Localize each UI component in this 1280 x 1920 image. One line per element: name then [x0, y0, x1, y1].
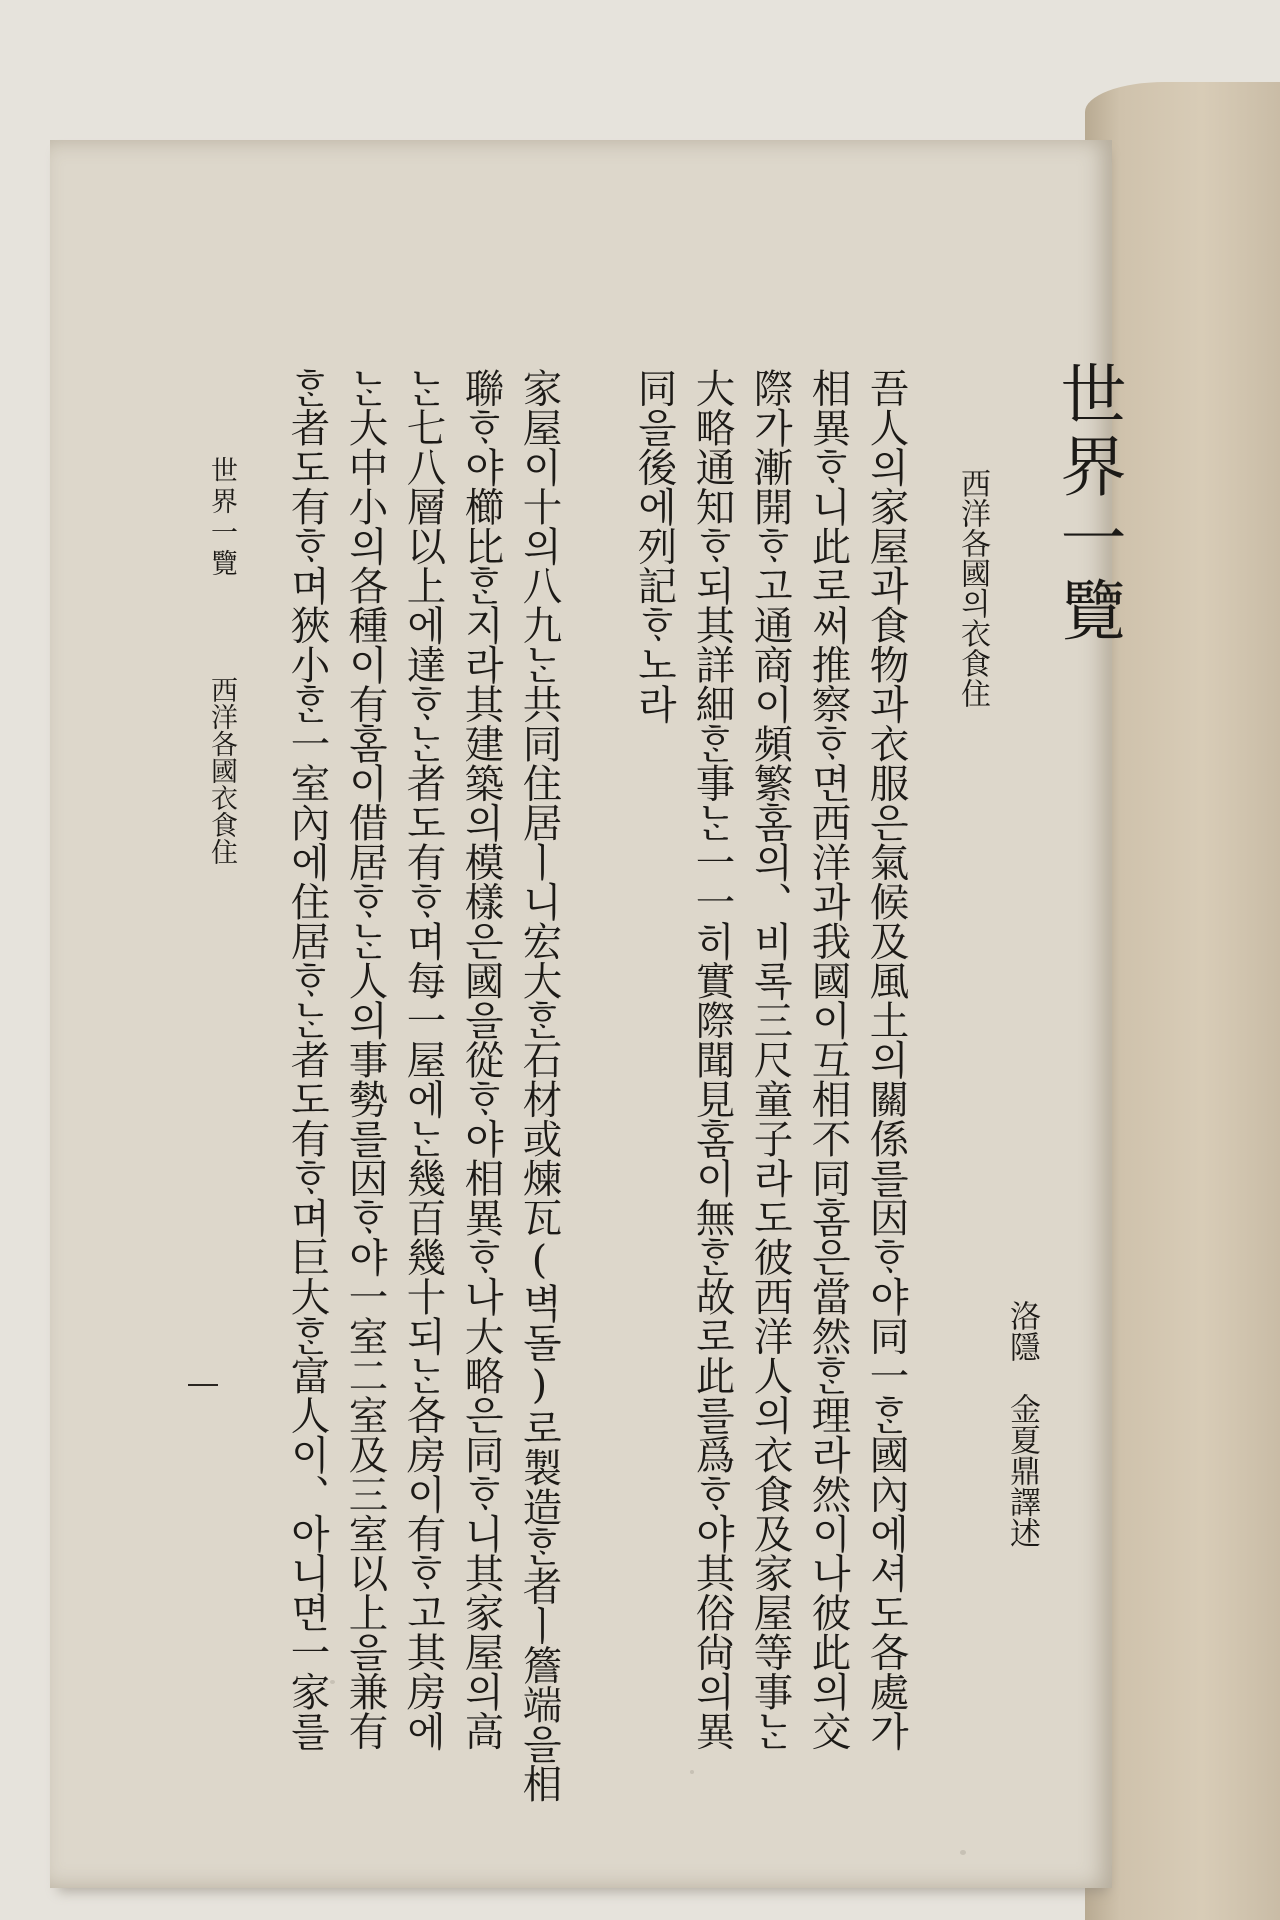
running-footer-title: 世界一覽 — [206, 456, 237, 580]
facing-page-edge — [1085, 82, 1280, 1920]
text-column-10: ᄒᆞᆫ者도有ᄒᆞ며狹小ᄒᆞᆫ一室內에住居ᄒᆞᄂᆞᆫ者도有ᄒᆞ며巨大ᄒᆞᆫ富人이、아니면一家를 — [284, 368, 331, 1751]
page-title: 世界一覽 — [1049, 360, 1126, 648]
paper-speck — [960, 1850, 966, 1855]
text-column-7: 聯ᄒᆞ야櫛比ᄒᆞᆫ지라其建築의模樣은國을從ᄒᆞ야相異ᄒᆞ나大略은同ᄒᆞ니其家屋의高 — [458, 368, 505, 1751]
text-column-3: 際가漸開ᄒᆞ고通商이頻繁홈의、비록三尺童子라도彼西洋人의衣食及家屋等事ᄂᆞᆫ — [747, 368, 794, 1751]
text-column-5: 同을後에列記ᄒᆞ노라 — [631, 368, 678, 724]
author-credit: 洛隱 金夏鼎譯述 — [1004, 1300, 1040, 1548]
running-footer-section: 西洋各國衣食住 — [206, 676, 237, 865]
text-column-4: 大略通知ᄒᆞ되其詳細ᄒᆞᆫ事ᄂᆞᆫ一一히實際聞見홈이無ᄒᆞᆫ故로此를爲ᄒᆞ야其俗尙의異 — [689, 368, 736, 1751]
text-column-6: 家屋이十의八九ᄂᆞᆫ共同住居ㅣ니宏大ᄒᆞᆫ石材或煉瓦(벽돌)로製造ᄒᆞᆫ者ㅣ簷端을相 — [516, 368, 563, 1803]
paper-speck — [330, 1680, 335, 1684]
book-page — [50, 140, 1112, 1888]
section-subtitle: 西洋各國의衣食住 — [955, 468, 990, 708]
text-column-8: ᄂᆞᆫ七八層以上에達ᄒᆞᄂᆞᆫ者도有ᄒᆞ며每一屋에ᄂᆞᆫ幾百幾十되ᄂᆞᆫ各房이有ᄒᆞ고其房에 — [400, 368, 447, 1751]
text-column-1: 吾人의家屋과食物과衣服은氣候及風土의關係를因ᄒᆞ야同一ᄒᆞᆫ國內에셔도各處가 — [863, 368, 910, 1751]
page-number — [188, 1384, 218, 1386]
text-column-2: 相異ᄒᆞ니此로써推察ᄒᆞ면西洋과我國이互相不同홈은當然ᄒᆞᆫ理라然이나彼此의交 — [805, 368, 852, 1751]
text-column-9: ᄂᆞᆫ大中小의各種이有홈이借居ᄒᆞᄂᆞᆫ人의事勢를因ᄒᆞ야一室二室及三室以上을兼有 — [342, 368, 389, 1751]
paper-speck — [690, 1770, 694, 1774]
